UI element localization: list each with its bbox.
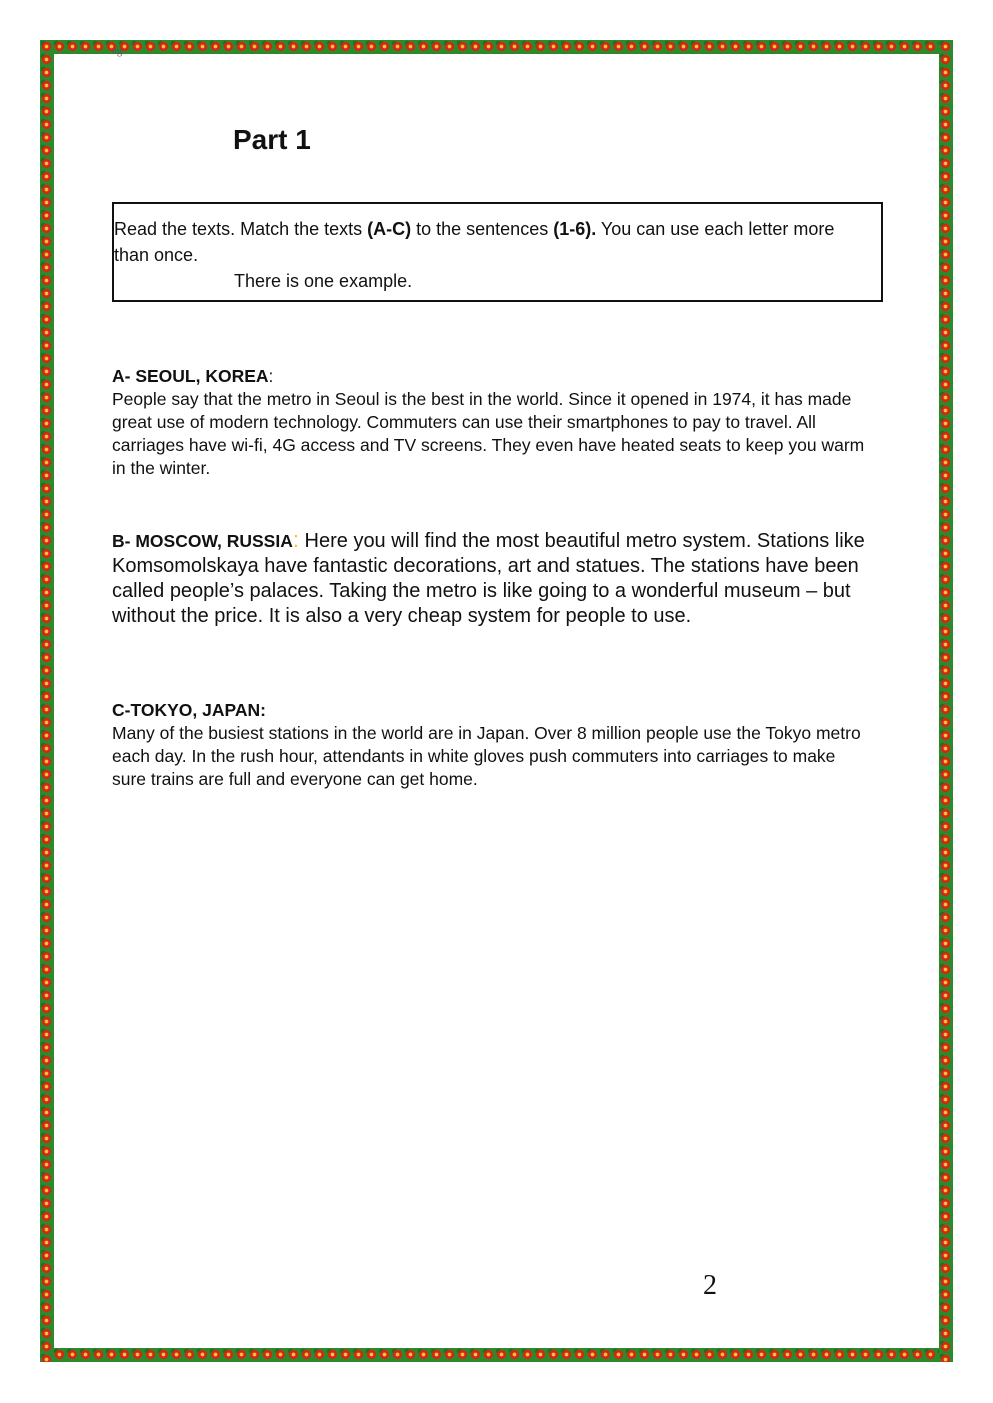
section-heading: C-TOKYO, JAPAN:	[112, 700, 266, 720]
section-heading: A- SEOUL, KOREA	[112, 366, 269, 386]
instruction-letters: (A-C)	[367, 219, 412, 239]
text-section-b	[112, 527, 872, 629]
page-title: Part 1	[233, 124, 311, 155]
stray-mark: ng	[112, 46, 122, 57]
section-body: Here you will find the most beautiful metro system. Stations like Komsomolskaya have fantastic decorations, art and statues. The stations have been called people’s palaces. Taking the metro is like going to a wonderful museum – but without the price. It is also a very cheap system for people to use.	[112, 530, 865, 627]
section-heading: B- MOSCOW, RUSSIA	[112, 531, 293, 551]
heading-separator: :	[268, 366, 274, 386]
heading-separator: :	[292, 527, 299, 552]
text-section-a	[112, 365, 872, 480]
instruction-text: to the sentences	[411, 219, 554, 239]
instruction-numbers: (1-6).	[553, 219, 597, 239]
decorative-border-left	[40, 40, 54, 1362]
decorative-border-top	[40, 40, 953, 54]
section-body: People say that the metro in Seoul is the best in the world. Since it opened in 1974, it has made great use of modern technology. Commuters can use their smartphones to pay to travel. All carriages have wi-fi, 4G access and TV screens. They even have heated seats to keep you warm in the winter.	[112, 389, 865, 478]
text-section-c	[112, 699, 872, 791]
instruction-text: Read the texts. Match the texts	[114, 219, 368, 239]
decorative-border-bottom	[40, 1348, 953, 1362]
page-number: 2	[703, 1270, 717, 1301]
instruction-box	[112, 202, 883, 302]
instruction-text: You can use each letter more than once.	[114, 219, 835, 265]
section-body: Many of the busiest stations in the world are in Japan. Over 8 million people use the Tokyo metro each day. In the rush hour, attendants in white gloves push commuters into carriages to make sure trains are full and everyone can get home.	[112, 723, 861, 789]
instruction-example: There is one example.	[234, 271, 413, 291]
decorative-border-right	[939, 40, 953, 1362]
